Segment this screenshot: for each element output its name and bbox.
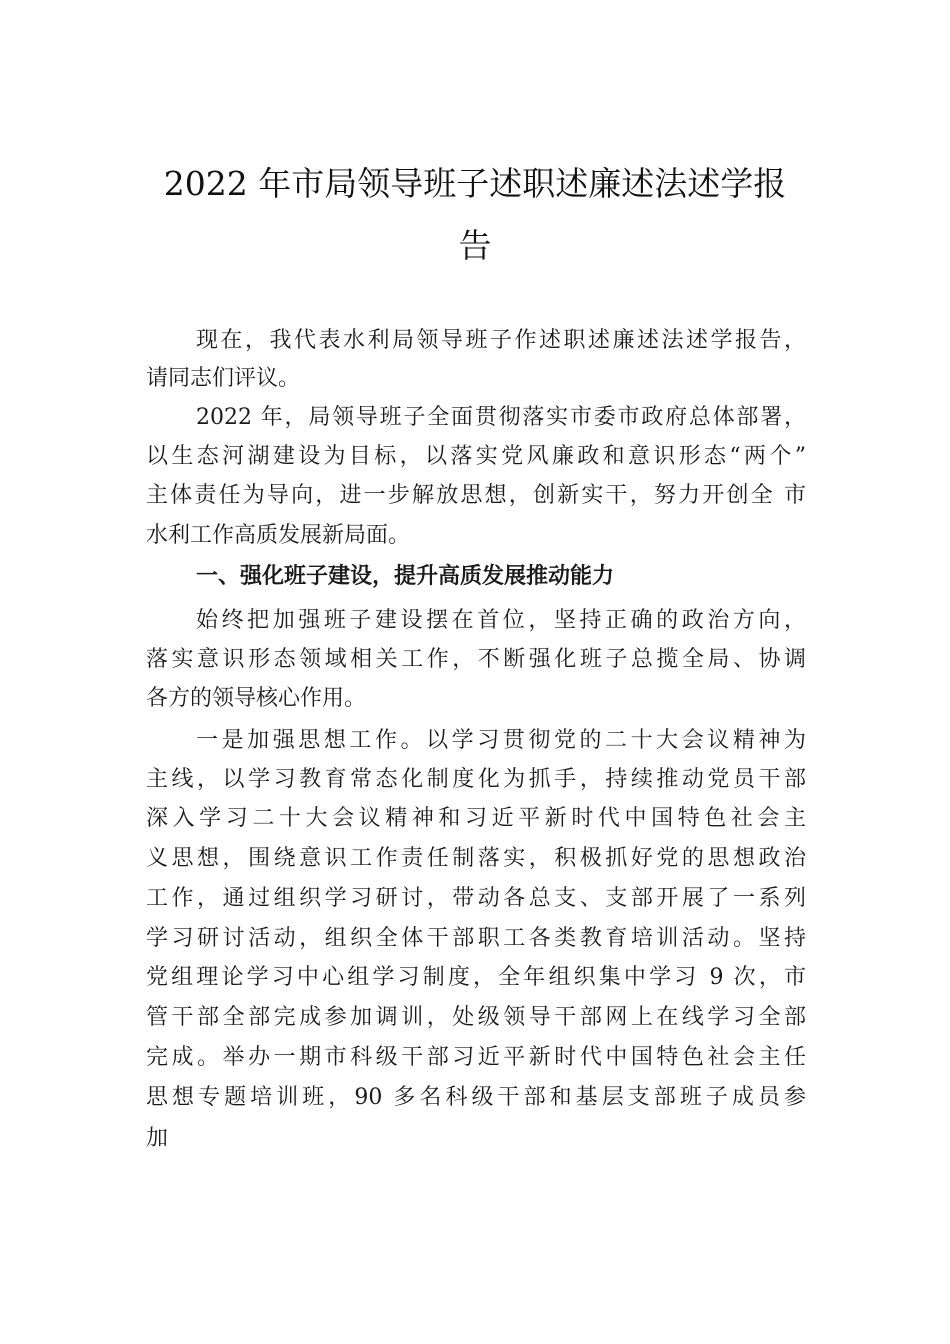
paragraph-4-line-3: 深入学习二十大会议精神和习近平新时代中国特色社会主 (146, 806, 806, 831)
paragraph-4-line-9: 完成。举办一期市科级干部习近平新时代中国特色社会主任 (146, 1045, 806, 1070)
paragraph-4-line-5: 工作，通过组织学习研讨，带动各总支、支部开展了一系列 (146, 886, 806, 911)
paragraph-4-line-7: 党组理论学习中心组学习制度，全年组织集中学习 9 次，市 (146, 965, 806, 990)
paragraph-1-line-1: 现在，我代表水利局领导班子作述职述廉述法述学报告， (196, 328, 806, 353)
paragraph-2-line-2: 以生态河湖建设为目标，以落实党风廉政和意识形态“两个” (146, 444, 806, 469)
paragraph-2-line-3: 主体责任为导向，进一步解放思想，创新实干，努力开创全 市 (146, 483, 806, 508)
paragraph-4-line-6: 学习研讨活动，组织全体干部职工各类教育培训活动。坚持 (146, 926, 806, 951)
section-heading-1: 一、强化班子建设，提升高质发展推动能力 (196, 564, 615, 589)
document-title-line-2: 告 (458, 226, 492, 265)
paragraph-4-line-1: 一是加强思想工作。以学习贯彻党的二十大会议精神为 (196, 728, 806, 753)
paragraph-3-line-2: 落实意识形态领域相关工作，不断强化班子总揽全局、协调 (146, 647, 806, 672)
paragraph-2-line-1: 2022 年，局领导班子全面贯彻落实市委市政府总体部署， (196, 405, 806, 430)
paragraph-1-line-2: 请同志们评议。 (146, 366, 301, 391)
paragraph-4-line-8: 管干部全部完成参加调训，处级领导干部网上在线学习全部 (146, 1005, 806, 1030)
paragraph-4-line-2: 主线，以学习教育常态化制度化为抓手，持续推动党员干部 (146, 767, 806, 792)
paragraph-4-line-11: 加 (146, 1126, 169, 1151)
paragraph-3-line-3: 各方的领导核心作用。 (146, 686, 367, 711)
paragraph-4-line-10: 思想专题培训班，90 多名科级干部和基层支部班子成员参 (146, 1085, 806, 1110)
paragraph-2-line-4: 水利工作高质发展新局面。 (146, 523, 411, 548)
paragraph-3-line-1: 始终把加强班子建设摆在首位，坚持正确的政治方向， (196, 608, 806, 633)
document-title-line-1: 2022 年市局领导班子述职述廉述法述学报 (163, 164, 787, 203)
paragraph-4-line-4: 义思想，围绕意识工作责任制落实，积极抓好党的思想政治 (146, 846, 806, 871)
